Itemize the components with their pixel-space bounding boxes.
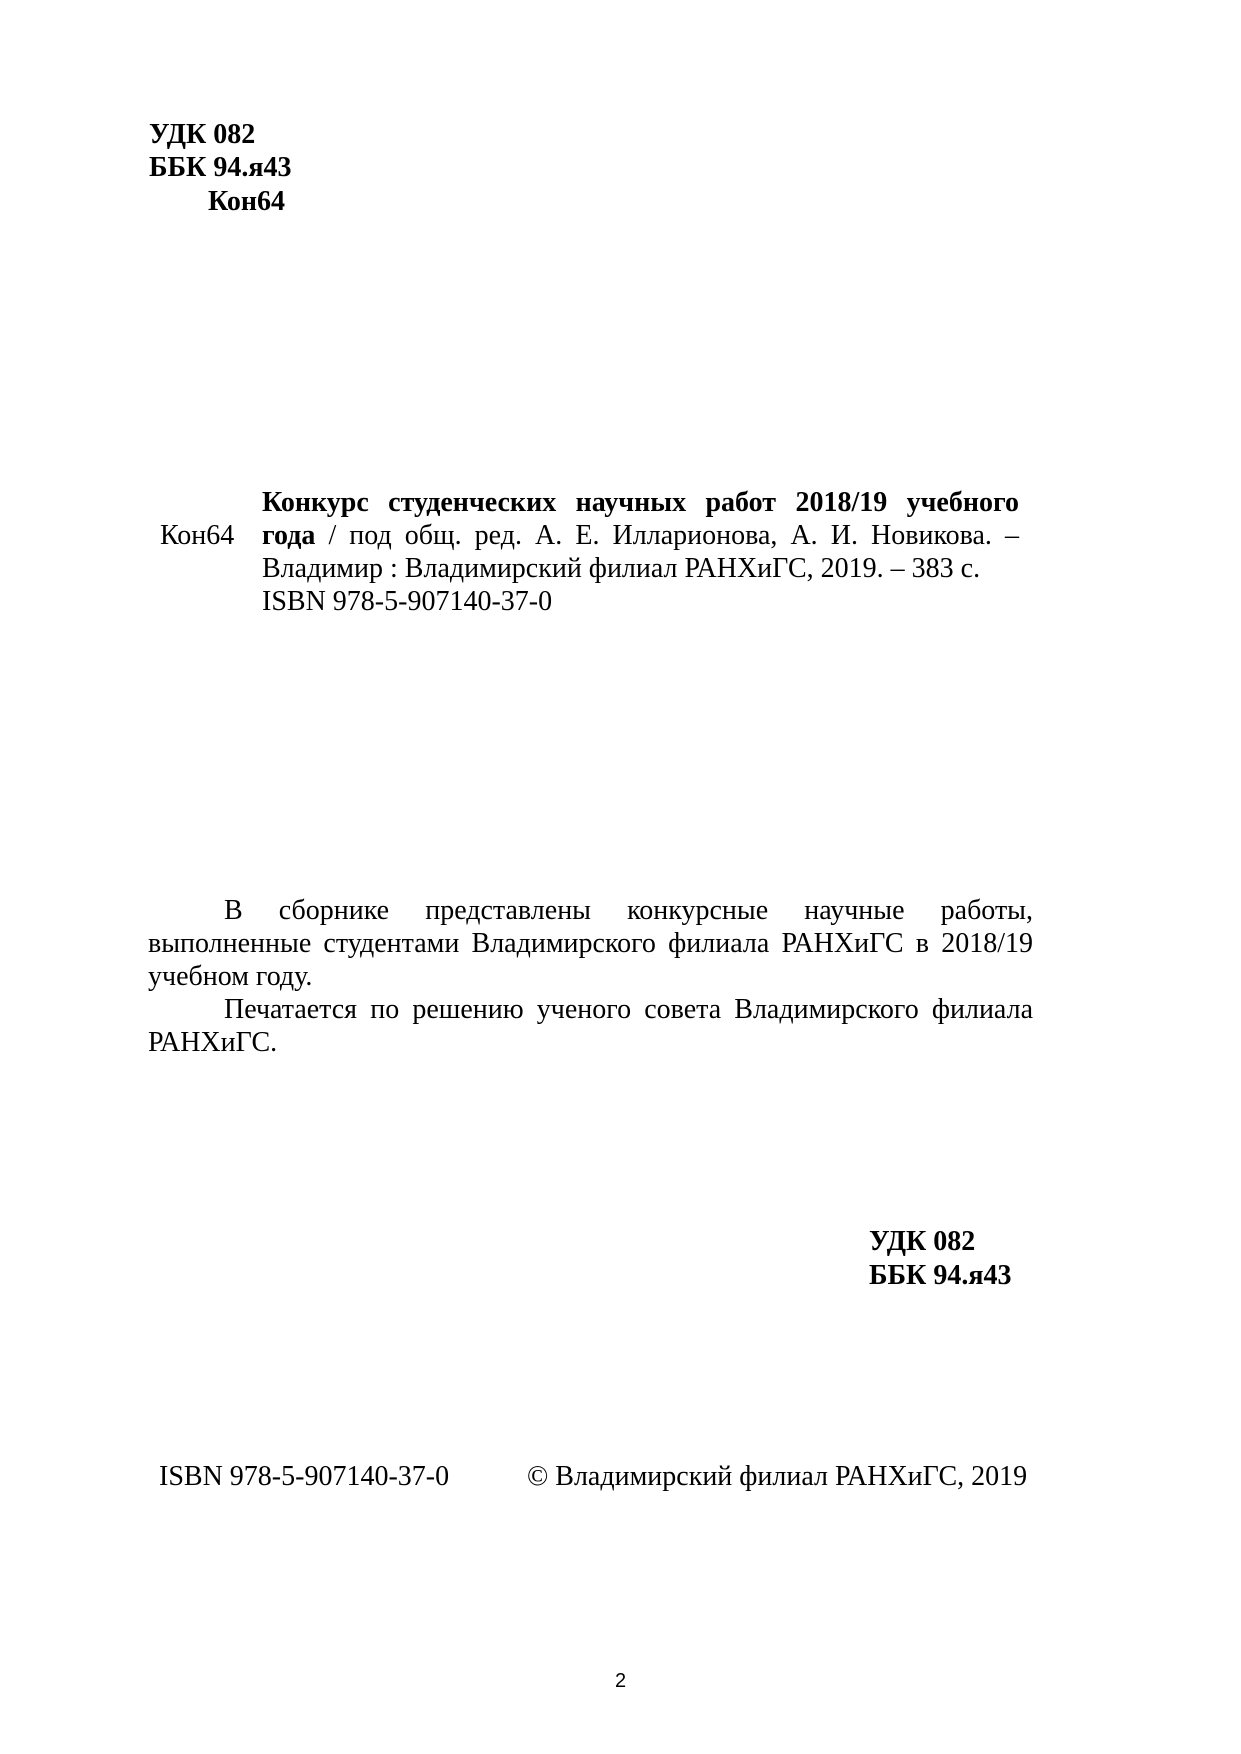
record-title-line: Конкурс студенческих научных работ 2018/19 учебного xyxy=(262,487,1019,518)
annotation xyxy=(148,894,1033,1059)
record-title-end: года xyxy=(262,520,316,551)
record-responsibility: / под общ. ред. А. Е. Илларионова, А. И. Новикова. – xyxy=(315,520,1019,551)
record-responsibility-line xyxy=(262,519,1019,552)
bibliographic-record xyxy=(262,486,1019,618)
udk-code-top: УДК 082 xyxy=(149,119,256,150)
bbk-code-top: ББК 94.я43 xyxy=(149,152,292,183)
footer-copyright: © Владимирский филиал РАНХиГС, 2019 xyxy=(527,1461,1028,1492)
udk-code-bottom: УДК 082 xyxy=(869,1226,976,1257)
annotation-paragraph: В сборнике представлены конкурсные научные работы, выполненные студентами Владимирского филиала РАНХиГС в 2018/19 учебном году. xyxy=(148,895,1033,992)
page-number: 2 xyxy=(614,1670,627,1692)
record-publication-line: Владимир : Владимирский филиал РАНХиГС, 2019. – 383 с. xyxy=(262,553,981,584)
footer-isbn: ISBN 978-5-907140-37-0 xyxy=(159,1461,450,1492)
bbk-code-bottom: ББК 94.я43 xyxy=(869,1260,1012,1291)
approval-paragraph: Печатается по решению ученого совета Владимирского филиала РАНХиГС. xyxy=(148,994,1033,1058)
author-mark-top: Кон64 xyxy=(208,186,286,217)
author-mark-record: Кон64 xyxy=(160,520,235,551)
record-isbn-line: ISBN 978-5-907140-37-0 xyxy=(262,586,553,617)
